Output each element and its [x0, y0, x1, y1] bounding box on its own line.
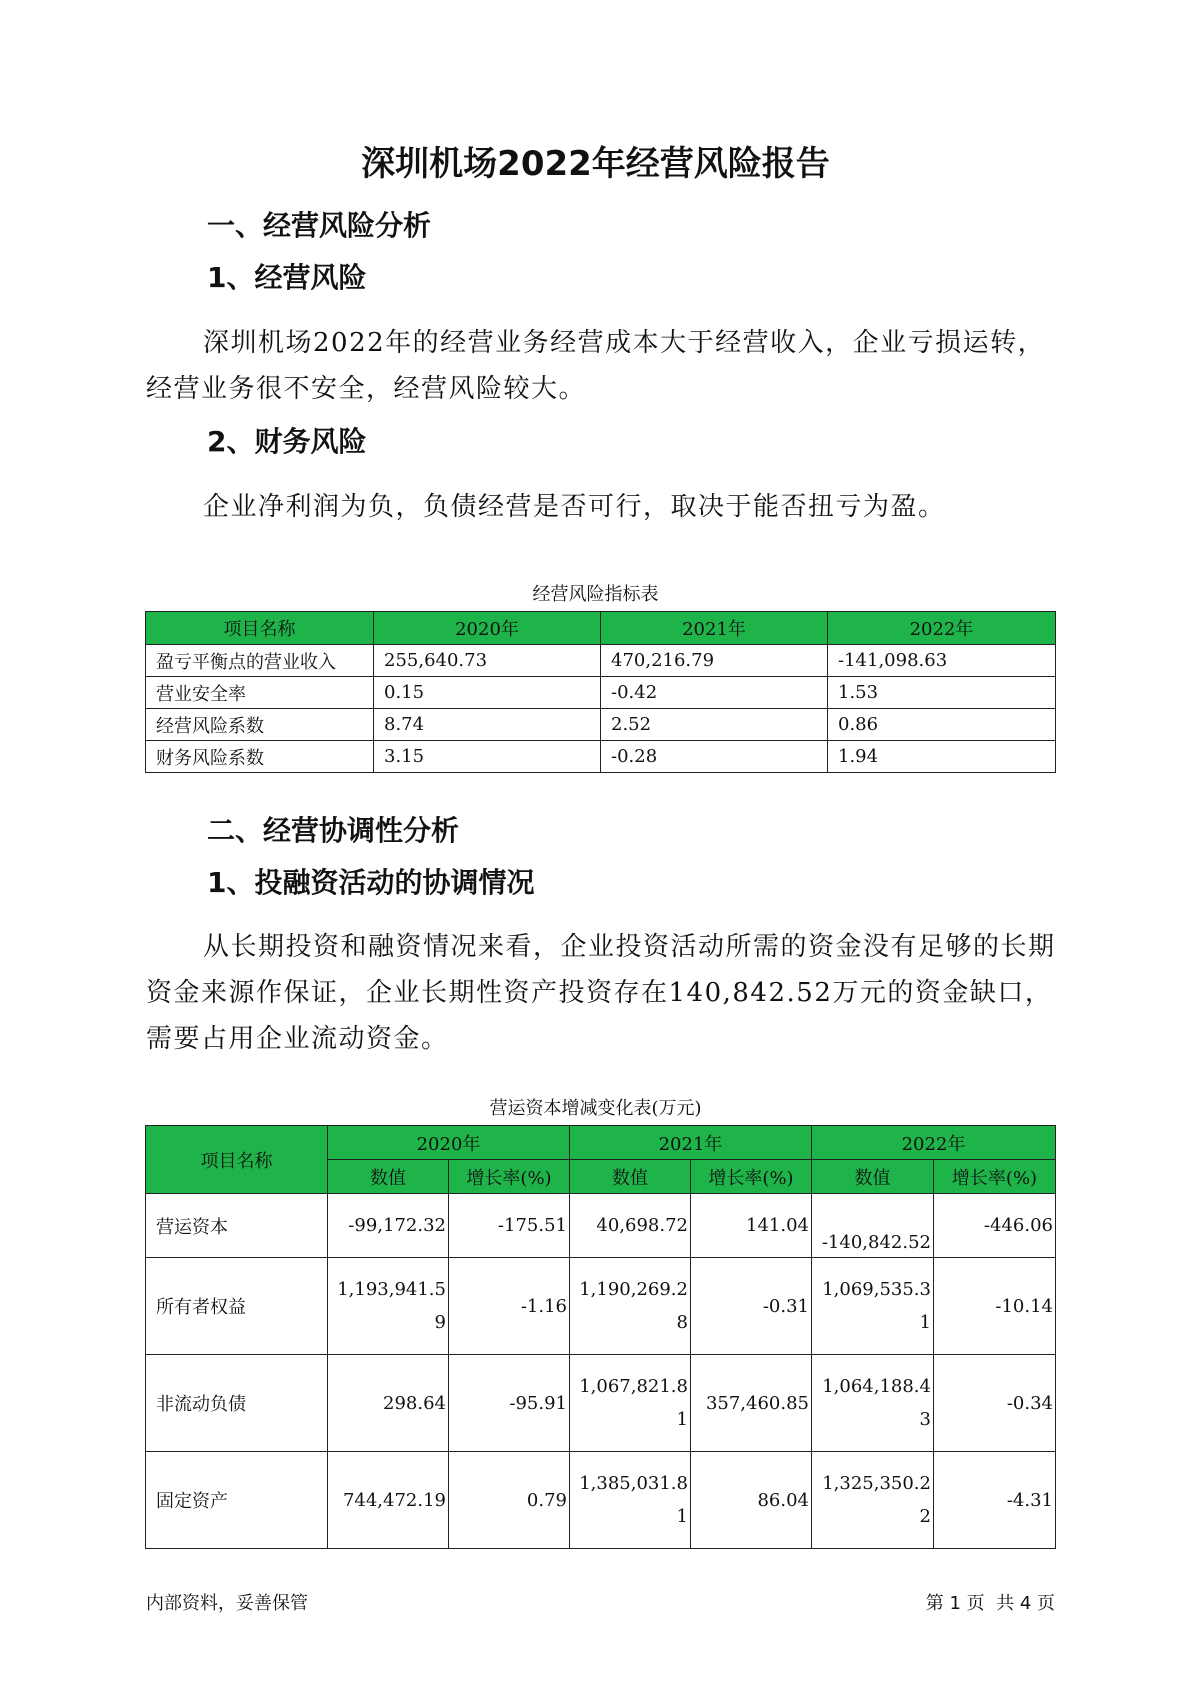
table-cell: -175.51 [449, 1194, 570, 1258]
table-cell [812, 1258, 934, 1355]
table-row [146, 645, 1056, 677]
row-label: 非流动负债 [146, 1355, 328, 1452]
subheader-cell: 增长率(%) [691, 1160, 812, 1194]
header-cell: 项目名称 [146, 1126, 328, 1194]
row-label: 营运资本 [146, 1194, 328, 1258]
wrapped-number: 1,325,350.22 [822, 1473, 931, 1527]
row-label: 固定资产 [146, 1452, 328, 1549]
year-header: 2020年 [328, 1126, 570, 1160]
table-cell: 0.15 [374, 677, 601, 709]
table-cell: 1.53 [828, 677, 1056, 709]
wrapped-number: 1,069,535.31 [822, 1279, 931, 1333]
table-cell: 40,698.72 [570, 1194, 691, 1258]
table-cell [812, 1452, 934, 1549]
working-capital-table [145, 1125, 1056, 1549]
header-cell: 2022年 [828, 612, 1056, 645]
table-cell: -99,172.32 [328, 1194, 449, 1258]
subheader-cell: 增长率(%) [449, 1160, 570, 1194]
subheader-cell: 数值 [570, 1160, 691, 1194]
table-cell: -4.31 [934, 1452, 1056, 1549]
section1-heading: 一、经营风险分析 [207, 209, 432, 242]
table-row [146, 1258, 1056, 1355]
table-cell: 470,216.79 [601, 645, 828, 677]
table-cell: -0.34 [934, 1355, 1056, 1452]
table-cell: -446.06 [934, 1194, 1056, 1258]
row-label: 经营风险系数 [146, 709, 374, 741]
table-cell: 3.15 [374, 741, 601, 773]
table-cell: -140,842.52 [812, 1194, 934, 1258]
risk-table-caption: 经营风险指标表 [532, 584, 659, 605]
row-label: 盈亏平衡点的营业收入 [146, 645, 374, 677]
table-row [146, 677, 1056, 709]
table-row [146, 1452, 1056, 1549]
header-cell: 2021年 [601, 612, 828, 645]
row-label: 营业安全率 [146, 677, 374, 709]
section1-sub1-text: 深圳机场2022年的经营业务经营成本大于经营收入，企业亏损运转，经营业务很不安全，经营风险较大。 [146, 328, 1046, 404]
risk-indicator-table [145, 611, 1056, 773]
table-cell: 298.64 [328, 1355, 449, 1452]
row-label: 所有者权益 [146, 1258, 328, 1355]
wrapped-number: 1,193,941.59 [337, 1279, 446, 1333]
wrapped-number: 1,064,188.43 [822, 1376, 931, 1430]
wrapped-number: 1,385,031.81 [579, 1473, 688, 1527]
table-cell: -95.91 [449, 1355, 570, 1452]
table-cell: -10.14 [934, 1258, 1056, 1355]
section1-sub2-heading: 2、财务风险 [207, 425, 367, 458]
section2-sub1-heading: 1、投融资活动的协调情况 [207, 866, 535, 899]
table-cell: -0.42 [601, 677, 828, 709]
table-row [146, 1194, 1056, 1258]
table-cell: 86.04 [691, 1452, 812, 1549]
table-header-row [146, 1126, 1056, 1160]
table-cell [570, 1452, 691, 1549]
year-header: 2021年 [570, 1126, 812, 1160]
subheader-cell: 数值 [328, 1160, 449, 1194]
section1-sub2-text: 企业净利润为负，负债经营是否可行，取决于能否扭亏为盈。 [203, 492, 946, 522]
section2-heading: 二、经营协调性分析 [207, 814, 460, 847]
table-cell [570, 1355, 691, 1452]
table-row [146, 709, 1056, 741]
document-title: 深圳机场2022年经营风险报告 [361, 144, 830, 184]
wrapped-number: 1,067,821.81 [579, 1376, 688, 1430]
table-cell [570, 1258, 691, 1355]
table-cell: 744,472.19 [328, 1452, 449, 1549]
table-cell: 141.04 [691, 1194, 812, 1258]
table-cell: 0.79 [449, 1452, 570, 1549]
table-header-row [146, 612, 1056, 645]
table-cell: -0.31 [691, 1258, 812, 1355]
row-label: 财务风险系数 [146, 741, 374, 773]
table-cell [328, 1258, 449, 1355]
table-cell: 357,460.85 [691, 1355, 812, 1452]
table-row [146, 1355, 1056, 1452]
footer-page-number: 第 1 页 共 4 页 [925, 1593, 1055, 1614]
section2-sub1-text: 从长期投资和融资情况来看，企业投资活动所需的资金没有足够的长期资金来源作保证，企业长期性资产投资存在140,842.52万元的资金缺口，需要占用企业流动资金。 [146, 932, 1056, 1054]
footer-confidential-note: 内部资料，妥善保管 [146, 1593, 308, 1614]
table-cell: 1.94 [828, 741, 1056, 773]
table-cell [812, 1355, 934, 1452]
table-row [146, 741, 1056, 773]
year-header: 2022年 [812, 1126, 1056, 1160]
wrapped-number: 1,190,269.28 [579, 1279, 688, 1333]
table-cell: 2.52 [601, 709, 828, 741]
table-cell: 255,640.73 [374, 645, 601, 677]
table-cell: 0.86 [828, 709, 1056, 741]
table-cell: -1.16 [449, 1258, 570, 1355]
header-cell: 2020年 [374, 612, 601, 645]
capital-table-caption: 营运资本增减变化表(万元) [489, 1098, 702, 1119]
subheader-cell: 增长率(%) [934, 1160, 1056, 1194]
table-cell: -141,098.63 [828, 645, 1056, 677]
section1-sub1-heading: 1、经营风险 [207, 261, 367, 294]
table-cell: 8.74 [374, 709, 601, 741]
subheader-cell: 数值 [812, 1160, 934, 1194]
table-cell: -0.28 [601, 741, 828, 773]
header-cell: 项目名称 [146, 612, 374, 645]
